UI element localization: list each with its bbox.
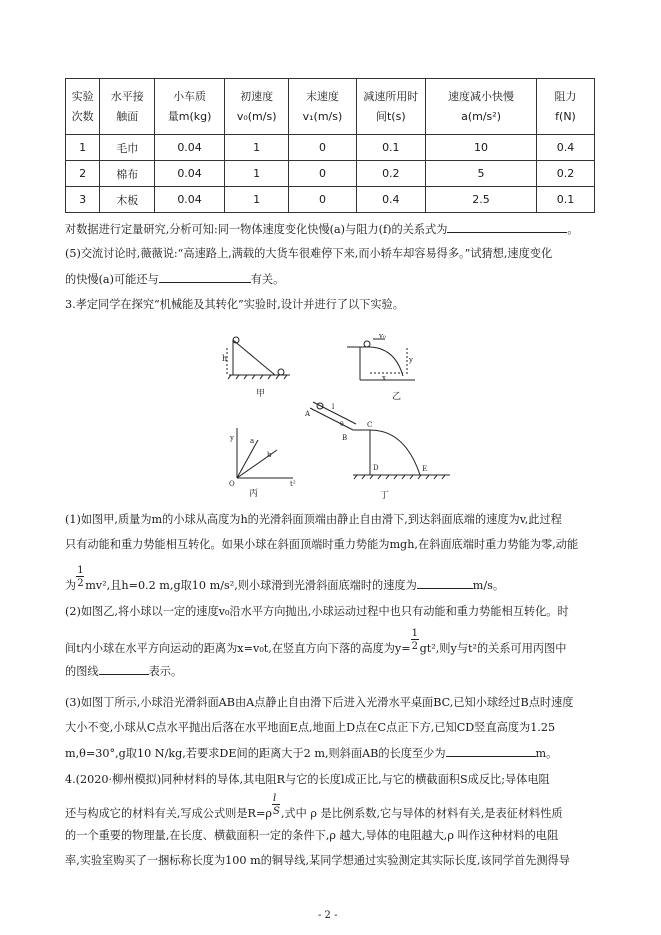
fraction-l-over-s: $\frac{l}{S}$ (272, 793, 280, 817)
table-cell: 1 (225, 161, 289, 187)
text-span: gt²,则y与t²的关系可用丙图中 (419, 642, 567, 655)
text-span: 的快慢(a)可能还与 (65, 273, 159, 286)
figure-ding (304, 402, 450, 500)
figure-yi (347, 332, 415, 402)
experiment-table (65, 78, 595, 213)
fraction-half: $\frac{1}{2}$ (77, 565, 84, 589)
question-4-line-4 (65, 854, 570, 868)
fraction-half: $\frac{1}{2}$ (411, 628, 418, 652)
trajectory (370, 347, 403, 376)
part-2-line-1 (65, 605, 569, 619)
discussion-line-2 (65, 272, 284, 287)
text-span: 对数据进行定量研究,分析可知:同一物体速度变化快慢(a)与阻力(f)的关系式为 (65, 223, 448, 236)
text-span: 间t内小球在水平方向运动的距离为x=v₀t,在竖直方向下落的高度为y= (65, 642, 411, 655)
table-cell: 5 (426, 161, 537, 187)
page-number: - 2 - (318, 910, 338, 921)
ball (278, 369, 284, 375)
figure-jia (222, 337, 290, 399)
conclusion-line (65, 222, 579, 237)
part-3-line-3 (65, 746, 557, 761)
incline-slope (233, 340, 275, 375)
text-span: 。 (567, 223, 579, 236)
label-l: l (332, 403, 335, 411)
part-3-line-1 (65, 696, 573, 710)
text-span: 只有动能和重力势能相互转化。如果小球在斜面顶端时重力势能为mgh,在斜面底端时重力势能为零,动能 (65, 538, 579, 551)
text-span: 还与构成它的材料有关,写成公式则是R=ρ (65, 807, 272, 820)
part-1-line-2 (65, 538, 578, 552)
header-cell: 水平接 触面 (100, 79, 155, 135)
table-cell: 0 (289, 161, 356, 187)
text-span: 4.(2020·柳州模拟)同种材料的导体,其电阻R与它的长度l成正比,与它的横截面积S成反比;导体电阻 (65, 773, 550, 786)
table-row (66, 187, 595, 213)
table-cell: 0 (289, 187, 356, 213)
text-span: (1)如图甲,质量为m的小球从高度为h的光滑斜面顶端由静止自由滑下,到达斜面底端的速度为v,此过程 (65, 513, 562, 526)
header-cell: 初速度 v₀(m/s) (225, 79, 289, 135)
table-cell: 2.5 (426, 187, 537, 213)
header-cell: 阻力 f(N) (537, 79, 595, 135)
label-theta: θ (340, 421, 344, 428)
label-t2: t² (290, 480, 296, 488)
text-span: 率,实验室购买了一捆标称长度为100 m的铜导线,某同学想通过实验测定其实际长度,该同学首先测得导 (65, 854, 570, 867)
caption-jia: 甲 (256, 389, 266, 399)
label-A: A (305, 410, 311, 418)
table-header-row (66, 79, 595, 135)
text-span: 的一个重要的物理量,在长度、横截面积一定的条件下,ρ 越大,导体的电阻越大,ρ 叫作这种材料的电阻 (65, 829, 559, 842)
text-span: 的图线 (65, 665, 99, 678)
text-span: 大小不变,小球从C点水平抛出后落在水平地面E点,地面上D点在C点正下方,已知CD竖直高度为1.25 (65, 721, 556, 734)
table-cell: 0.4 (537, 135, 595, 161)
text-span: (3)如图丁所示,小球沿光滑斜面AB由A点静止自由滑下后进入光滑水平桌面BC,已知小球经过B点时速度 (65, 696, 574, 709)
header-cell: 实验 次数 (66, 79, 100, 135)
answer-blank (417, 578, 473, 589)
part-1-line-1 (65, 513, 562, 527)
header-cell: 末速度 v₁(m/s) (289, 79, 356, 135)
answer-blank (447, 222, 567, 233)
table-row (66, 135, 595, 161)
label-x: x (382, 374, 386, 382)
table-cell: 1 (66, 135, 100, 161)
table-row (66, 161, 595, 187)
part-3-line-2 (65, 721, 555, 735)
discussion-line (65, 247, 552, 261)
header-cell: 速度减小快慢 a(m/s²) (426, 79, 537, 135)
label-y: y (230, 434, 234, 442)
header-cell: 小车质 量m(kg) (155, 79, 225, 135)
text-span: 为 (65, 579, 77, 592)
label-B: B (342, 434, 348, 442)
answer-blank (446, 746, 536, 757)
text-span: 3.孝定同学在探究“机械能及其转化”实验时,设计并进行了以下实验。 (65, 298, 404, 311)
table-cell: 0 (289, 135, 356, 161)
answer-blank (99, 664, 149, 675)
part-2-line-3 (65, 664, 182, 679)
table-cell: 棉布 (100, 161, 155, 187)
text-span: mv²,且h=0.2 m,g取10 m/s²,则小球滑到光滑斜面底端时的速度为 (85, 579, 417, 592)
physics-figures (215, 330, 465, 500)
table-cell: 1 (225, 187, 289, 213)
text-span: m。 (535, 747, 558, 760)
figure-bing (229, 428, 296, 499)
ball (364, 341, 370, 347)
table-cell: 0.04 (155, 187, 225, 213)
label-D: D (373, 464, 379, 472)
caption-yi: 乙 (392, 392, 402, 402)
caption-ding: 丁 (380, 491, 390, 500)
table-cell: 2 (66, 161, 100, 187)
table-cell: 木板 (100, 187, 155, 213)
ground-hatch (228, 375, 287, 379)
table-cell: 0.2 (356, 161, 426, 187)
label-a: a (250, 437, 255, 445)
label-v0: v₀ (379, 332, 386, 340)
table-cell: 毛巾 (100, 135, 155, 161)
label-E: E (422, 465, 428, 473)
text-span: m/s。 (472, 579, 505, 592)
table-cell: 3 (66, 187, 100, 213)
part-1-line-3 (65, 565, 505, 593)
text-span: ,式中 ρ 是比例系数,它与导体的材料有关,是表征材料性质 (280, 807, 563, 820)
question-3-title (65, 298, 404, 312)
text-span: m,θ=30°,g取10 N/kg,若要求DE间的距离大于2 m,则斜面AB的长度至少为 (65, 747, 446, 760)
question-4-line-1 (65, 773, 550, 787)
line-a (237, 440, 258, 478)
label-b: b (267, 451, 272, 459)
table-cell: 0.1 (356, 135, 426, 161)
text-span: (2)如图乙,将小球以一定的速度v₀沿水平方向抛出,小球运动过程中也只有动能和重力势能相互转化。时 (65, 605, 569, 618)
text-span: 有关。 (250, 273, 285, 286)
part-2-line-2 (65, 628, 567, 656)
header-cell: 减速所用时 间t(s) (356, 79, 426, 135)
table-cell: 0.04 (155, 161, 225, 187)
question-4-line-2 (65, 793, 563, 821)
table-cell: 0.1 (537, 187, 595, 213)
label-C: C (367, 421, 373, 429)
ground-hatch (354, 475, 445, 479)
label-h: h (222, 354, 228, 363)
question-4-line-3 (65, 829, 558, 843)
table-cell: 0.2 (537, 161, 595, 187)
table-cell: 10 (426, 135, 537, 161)
label-O: O (229, 480, 235, 488)
table-cell: 1 (225, 135, 289, 161)
answer-blank (159, 272, 251, 283)
table-cell: 0.4 (356, 187, 426, 213)
text-span: (5)交流讨论时,薇薇说:“高速路上,满载的大货车很难停下来,而小轿车却容易得多。”试猜想,速度变化 (65, 247, 553, 260)
label-y: y (409, 356, 413, 364)
caption-bing: 丙 (249, 489, 259, 499)
table-cell: 0.04 (155, 135, 225, 161)
text-span: 表示。 (148, 665, 183, 678)
